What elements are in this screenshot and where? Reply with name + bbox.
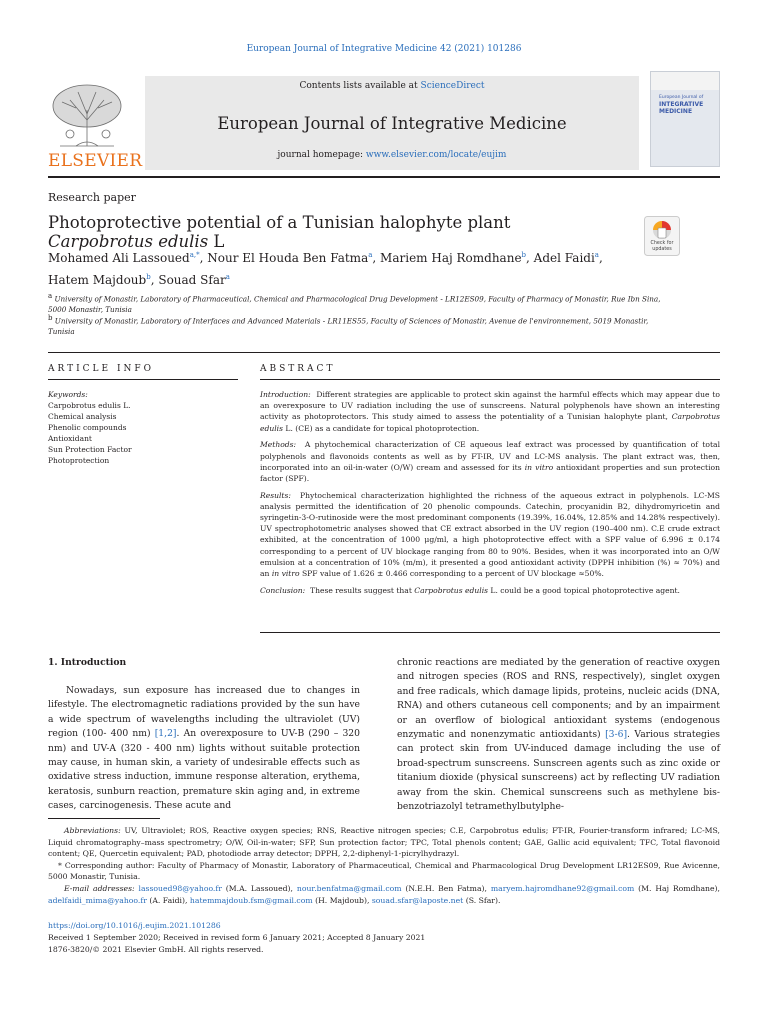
- affiliation-b: $^b$ University of Monastir, Laboratory of Interfaces and Advanced Materials - LR11ES55, Faculty of Sciences of Monastir, Avenue de l'environnement, 5019 Monastir, Tunisia: [48, 314, 649, 337]
- abstract-methods: Methods: A phytochemical characterization of CE aqueous leaf extract was processed by quantification of total polyphenols and flavonoids contents as well as by FT-IR, UV and LC-MS analysis. The plant extract was, then, incorporated into an oil-in-water (O/W) cream and assessed for its in vitro antioxidant properties and sun protection factor (SPF).: [260, 440, 720, 483]
- author[interactable]: Mariem Haj Romdhane$^b$: [380, 251, 527, 265]
- reference-link[interactable]: [3-6]: [605, 729, 628, 741]
- abstract-end-rule: [260, 632, 720, 633]
- journal-cover-thumbnail: [650, 71, 720, 167]
- introduction-right-column: chronic reactions are mediated by the generation of reactive oxygen and nitrogen species (ROS and RNS, respectively), singlet oxygen and free radicals, which damage lipids, proteins, nucleic acids (DNA, RNA) and others cutaneous cell components; and by an impairment or an overflow of biological antioxidant systems (endogenous enzymatic and nonenzymatic antioxidants) [3-6]. Various strategies can protect skin from UV-induced damage including the use of broad-spectrum sunscreens. Sunscreen agents such as zinc oxide or titanium dioxide (physical sunscreens) act by reflecting UV radiation away from the skin. Chemical sunscreens such as methylene bis-benzotriazolyl tetramethylbutylphe-: [397, 657, 720, 813]
- section-heading-introduction: 1. Introduction: [48, 657, 127, 668]
- homepage-link[interactable]: www.elsevier.com/locate/eujim: [365, 150, 507, 160]
- email-link[interactable]: hatemmajdoub.fsm@gmail.com: [189, 895, 313, 905]
- elsevier-wordmark: ELSEVIER: [48, 151, 143, 171]
- sciencedirect-link[interactable]: ScienceDirect: [420, 81, 485, 91]
- info-subrule: [48, 379, 238, 380]
- keyword: Phenolic compounds: [48, 423, 127, 432]
- journal-name: European Journal of Integrative Medicine: [217, 114, 567, 133]
- cover-title: European Journal of INTEGRATIVE MEDICINE: [659, 95, 704, 115]
- article-info-heading: ARTICLE INFO: [48, 364, 155, 374]
- received-dates: Received 1 September 2020; Received in revised form 6 January 2021; Accepted 8 January 2021: [48, 932, 426, 942]
- keyword: Sun Protection Factor: [48, 445, 132, 454]
- author-list: Mohamed Ali Lassoued$^{a,*}$, Nour El Houda Ben Fatma$^a$, Mariem Haj Romdhane$^b$, Adel Faidi$^a$, Hatem Majdoub$^b$, Souad Sfar$^a$: [48, 251, 603, 287]
- email-link[interactable]: souad.sfar@laposte.net: [371, 895, 464, 905]
- copyright: 1876-3820/© 2021 Elsevier GmbH. All rights reserved.: [48, 944, 264, 954]
- abstract-body: [260, 389, 720, 601]
- author[interactable]: Souad Sfar$^a$: [158, 273, 230, 287]
- contents-line: Contents lists available at ScienceDirect: [299, 81, 485, 91]
- email-link[interactable]: adelfaidi_mima@yahoo.fr: [48, 895, 147, 905]
- email-link[interactable]: lassoued98@yahoo.fr: [138, 883, 222, 893]
- abstract-subrule: [260, 379, 720, 380]
- reference-link[interactable]: [1,2]: [154, 728, 177, 740]
- check-for-updates-badge[interactable]: Check for updates: [644, 216, 680, 256]
- author[interactable]: Mohamed Ali Lassoued$^{a,*}$: [48, 251, 200, 265]
- author[interactable]: Nour El Houda Ben Fatma$^a$: [207, 251, 373, 265]
- doi-link[interactable]: https://doi.org/10.1016/j.eujim.2021.101286: [48, 921, 221, 930]
- journal-citation-link[interactable]: European Journal of Integrative Medicine 42 (2021) 101286: [246, 44, 522, 54]
- info-rule: [48, 352, 720, 353]
- author[interactable]: Hatem Majdoub$^b$: [48, 273, 151, 287]
- article-type: Research paper: [48, 191, 136, 204]
- journal-homepage: journal homepage: www.elsevier.com/locate/eujim: [277, 150, 507, 160]
- publication-info: [48, 920, 720, 955]
- footnote-rule: [48, 818, 160, 819]
- elsevier-tree-logo: [46, 80, 128, 150]
- keywords-list: Keywords: Carpobrotus edulis L. Chemical analysis Phenolic compounds Antioxidant Sun Protection Factor Photoprotection: [48, 389, 238, 466]
- footnotes: Abbreviations: UV, Ultraviolet; ROS, Reactive oxygen species; RNS, Reactive nitrogen species; C.E, Carpobrotus edulis; FT-IR, Fourier-transform infrared; LC-MS, Liquid chromatography–mass spectrometry; O/W, Oil-in-water; SFP, Sun protection factor; TPC, Total phenols content; GAE, Gallic acid equivalent; TFC, Total flavonoid content; QE, Quercetin equivalent; PAD, photodiode array detector; DPPH, 2,2-diphenyl-1-picrylhydrazyl. * Corresponding author: Faculty of Pharmacy of Monastir, Laboratory of Pharmaceutical, Chemical and Pharmacological Drug Development LR12ES09, Rue Avicenne, 5000 Monastir, Tunisia. E-mail addresses: lassoued98@yahoo.fr (M.A. Lassoued), nour.benfatma@gmail.com (N.E.H. Ben Fatma), maryem.hajromdhane92@gmail.com (M. Haj Romdhane), adelfaidi_mima@yahoo.fr (A. Faidi), hatemmajdoub.fsm@gmail.com (H. Majdoub), souad.sfar@laposte.net (S. Sfar).: [48, 826, 720, 905]
- header-rule: [48, 176, 720, 178]
- abstract-conclusion: Conclusion: These results suggest that Carpobrotus edulis L. could be a good topical photoprotective agent.: [260, 585, 680, 595]
- email-link[interactable]: maryem.hajromdhane92@gmail.com: [490, 883, 635, 893]
- article-title: Photoprotective potential of a Tunisian halophyte plant Carpobrotus edulis L: [48, 213, 511, 251]
- introduction-left-column: Nowadays, sun exposure has increased due to changes in lifestyle. The electromagnetic radiations provided by the sun have a wide spectrum of wavelengths including the ultraviolet (UV) region (100- 400 nm) [1,2]. An overexposure to UV-B (290 – 320 nm) and UV-A (320 - 400 nm) lights without suitable protection may cause, in human skin, a variety of undesirable effects such as oxidative stress induction, immune response alteration, erythema, keratosis, sunburn reaction, premature skin aging and, in extreme cases, carcinogenesis. These acute and: [48, 685, 360, 812]
- email-link[interactable]: nour.benfatma@gmail.com: [296, 883, 402, 893]
- keyword: Antioxidant: [48, 434, 92, 443]
- abstract-results: Results: Phytochemical characterization highlighted the richness of the aqueous extract in polyphenols. LC-MS analysis permitted the identification of 20 phenolic compounds. Catechin, procyanidin B2, dihydromyricetin and syringetin-3-O-rutinoside were the most predominant components (19.39%, 16.04%, 12.85% and 14.28% respectively). UV spectrophotometric analyses showed that CE extract absorbed in the UV region (190–400 nm). C.E crude extract exhibited, at the concentration of 1000 μg/ml, a high photoprotective effect with a SPF value of 6.996 ± 0.174 corresponding to a percent of UV blockage ranging from 80 to 90%. Besides, when it was incorporated into an O/W emulsion at a concentration of 10% (m/m), it presented a good antioxidant activity (DPPH inhibition (%) ≈ 70%) and an in vitro SPF value of 1.626 ± 0.466 corresponding to a percent of UV blockage ≈50%.: [260, 490, 721, 579]
- author[interactable]: Adel Faidi$^a$: [533, 251, 599, 265]
- abstract-introduction: Introduction: Different strategies are applicable to protect skin against the harmful effects which may appear due to an overexposure to UV radiation including the use of sunscreens. Natural polyphenols have shown an interesting activity as photoprotectors. This study aimed to assess the potentiality of a Tunisian halophyte plant, Carpobrotus edulis L. (CE) as a candidate for topical photoprotection.: [260, 390, 721, 433]
- keyword: Carpobrotus edulis L.: [48, 401, 131, 410]
- keyword: Photoprotection: [48, 456, 110, 465]
- keyword: Chemical analysis: [48, 412, 117, 421]
- affiliation-a: $^a$ University of Monastir, Laboratory of Pharmaceutical, Chemical and Pharmacological Drug Development - LR12ES09, Faculty of Pharmacy of Monastir, Rue Ibn Sina, 5000 Monastir, Tunisia: [48, 292, 661, 315]
- abstract-heading: ABSTRACT: [260, 364, 336, 374]
